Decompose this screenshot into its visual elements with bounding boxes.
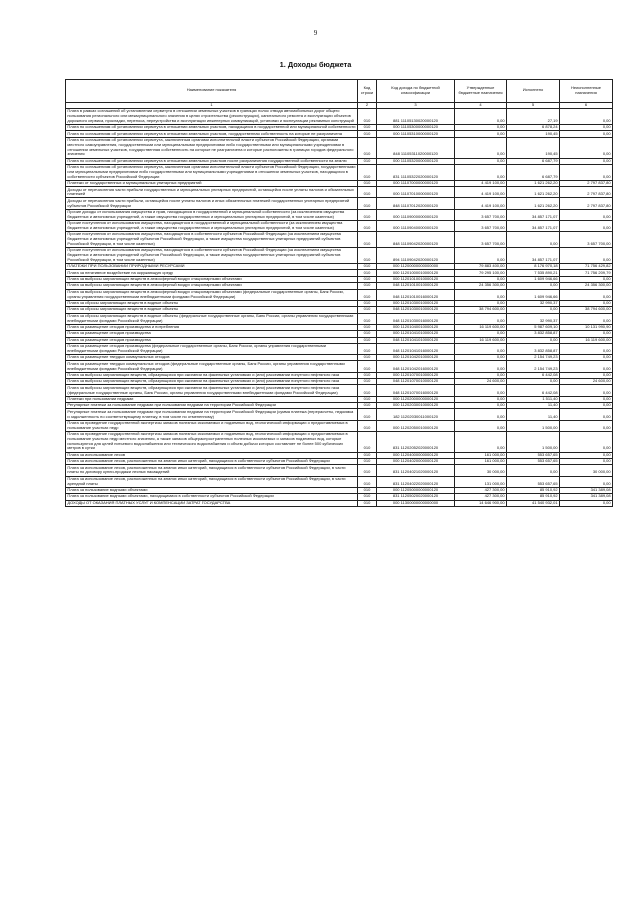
- row-line: 010: [358, 164, 377, 180]
- row-line: 010: [358, 372, 377, 378]
- row-executed: 190,45: [507, 131, 560, 137]
- table-row: [66, 465, 613, 476]
- row-code: 048 11201070016000120: [377, 385, 455, 396]
- row-name: Плата за выбросы загрязняющих веществ, образующихся при сжигании на факельных установках и (или) рассеивании попутного нефтяного газа: [66, 379, 358, 385]
- row-executed: 0,00: [507, 283, 560, 289]
- row-name: Прочие поступления от использования имущества, находящегося в собственности субъектов Российской Федерации (за исключением имущества бюджетных и автономных учреждений субъектов Российской Федерации, а также имущества государственных унитарных предприятий субъектов Российской Федерации, в том числе казенных): [66, 232, 358, 248]
- row-approved: 427 300,00: [455, 494, 507, 500]
- row-approved: 16 119 600,00: [455, 324, 507, 330]
- row-code: 000 11201040010000120: [377, 324, 455, 330]
- row-line: 010: [358, 209, 377, 220]
- row-approved: 0,00: [455, 158, 507, 164]
- row-approved: 0,00: [455, 372, 507, 378]
- row-unexecuted: 16 119 600,00: [560, 337, 613, 343]
- table-row: [66, 198, 613, 209]
- row-approved: 4 419 100,00: [455, 198, 507, 209]
- table-row: [66, 409, 613, 420]
- row-unexecuted: 0,00: [560, 248, 613, 264]
- row-approved: 0,00: [455, 131, 507, 137]
- row-approved: 0,00: [455, 420, 507, 431]
- column-number: 3: [377, 102, 455, 108]
- row-approved: 4 419 100,00: [455, 187, 507, 198]
- row-line: 010: [358, 158, 377, 164]
- row-line: 010: [358, 307, 377, 313]
- row-line: 010: [358, 289, 377, 300]
- row-name: Плата по соглашениям об установлении сервитута в отношении земельных участков, находящихся в государственной или муниципальной собственности: [67, 124, 356, 130]
- row-line: 010: [358, 403, 377, 409]
- row-approved: 0,00: [455, 385, 507, 396]
- row-name: Плата за пользование водными объектами, находящимися в собственности субъектов Российской Федерации: [66, 494, 358, 500]
- row-executed: 34 857 171,07: [507, 209, 560, 220]
- row-code: 000 11202000000000120: [377, 396, 455, 402]
- row-executed: 85 910,92: [507, 487, 560, 493]
- row-approved: 131 000,00: [455, 476, 507, 487]
- row-approved: 0,00: [455, 403, 507, 409]
- row-line: 010: [358, 232, 377, 248]
- row-unexecuted: 0,00: [560, 396, 613, 402]
- row-line: 010: [358, 264, 377, 270]
- row-code: 000 11201030010000120: [377, 300, 455, 306]
- row-line: 010: [358, 465, 377, 476]
- row-code: 000 11202030010000120: [377, 403, 455, 409]
- row-name: Плата за проведение государственной экспертизы запасов полезных ископаемых и подземных вод, геологической информации о предоставляемых в пользование участках недр: [66, 420, 358, 431]
- row-line: 010: [358, 452, 377, 458]
- row-approved: 0,00: [455, 137, 507, 158]
- row-approved: 0,00: [455, 124, 507, 130]
- row-code: 000 11201070010000120: [377, 372, 455, 378]
- row-approved: 3 657 700,00: [455, 220, 507, 231]
- row-approved: 0,00: [455, 396, 507, 402]
- row-code: 048 11201030010000120: [377, 307, 455, 313]
- row-unexecuted: 0,00: [560, 209, 613, 220]
- row-executed: 1 621 262,20: [507, 187, 560, 198]
- row-executed: 2 154 749,23: [507, 355, 560, 361]
- row-approved: 0,00: [455, 431, 507, 452]
- row-executed: 34 857 171,07: [507, 248, 560, 264]
- row-code: 000 11107010000000120: [377, 187, 455, 198]
- row-code: 000 11202050010000120: [377, 420, 455, 431]
- row-code: 894 11109042020000120: [377, 248, 455, 264]
- row-line: 010: [358, 458, 377, 464]
- row-name: Платежи при пользовании недрами: [66, 396, 358, 402]
- row-unexecuted: 3 657 700,00: [560, 232, 613, 248]
- row-unexecuted: 2 797 837,80: [560, 187, 613, 198]
- table-body: [66, 108, 613, 506]
- row-executed: 32 990,37: [507, 313, 560, 324]
- row-approved: 0,00: [455, 331, 507, 337]
- row-executed: 6 442,08: [507, 385, 560, 396]
- row-executed: 41 540 932,01: [507, 500, 560, 506]
- row-approved: 4 419 100,00: [455, 180, 507, 186]
- row-line: 010: [358, 198, 377, 209]
- row-unexecuted: 0,00: [560, 124, 613, 130]
- row-executed: 8 176 970,18: [507, 264, 560, 270]
- row-line: 010: [358, 137, 377, 158]
- row-approved: 427 300,00: [455, 487, 507, 493]
- row-name: Прочие доходы от использования имущества и прав, находящихся в государственной и муниципальной собственности (за исключением имущества бюджетных и автономных учреждений, а также имущества государственных и муниципальных унитарных предприятий, в том числе казенных): [66, 209, 358, 220]
- row-name: Плата по соглашениям об установлении сервитута в отношении земельных участков, государственная собственность на которые не разграничена: [66, 131, 358, 137]
- row-executed: 553 657,65: [507, 458, 560, 464]
- row-name: Плата за размещение твердых коммунальных отходов: [66, 355, 358, 361]
- row-unexecuted: 0,00: [560, 452, 613, 458]
- row-executed: 85 910,92: [507, 494, 560, 500]
- row-executed: 0,00: [507, 232, 560, 248]
- row-executed: 3 832 858,87: [507, 343, 560, 354]
- table-row: [66, 137, 613, 158]
- row-executed: 0,00: [507, 379, 560, 385]
- row-name: Плата в рамках соглашений об установлении сервитута в отношении земельных участков в границах полос отвода автомобильных дорог общего пользования регионального или межмуниципального значения в целях строительства (реконструкции), капитального ремонта и эксплуатации объектов дорожного сервиса, прокладки, переноса, переустройства и эксплуатации инженерных коммуникаций, установки и эксплуатации рекламных конструкций: [66, 108, 358, 124]
- row-unexecuted: 0,00: [560, 355, 613, 361]
- row-unexecuted: 0,00: [560, 300, 613, 306]
- row-name: Платежи от государственных и муниципальных унитарных предприятий: [66, 180, 358, 186]
- row-code: 881 11105130020000120: [377, 108, 455, 124]
- row-line: 010: [358, 131, 377, 137]
- row-line: 010: [358, 379, 377, 385]
- row-code: 000 11107000000000120: [377, 180, 455, 186]
- row-unexecuted: 0,00: [560, 458, 613, 464]
- row-line: 010: [358, 343, 377, 354]
- row-code: 000 11201010010000120: [377, 276, 455, 282]
- page-title: 1. Доходы бюджета: [279, 60, 352, 69]
- table-row: [66, 108, 613, 124]
- row-name: Плата за негативное воздействие на окружающую среду: [66, 270, 358, 276]
- row-unexecuted: 0,00: [560, 420, 613, 431]
- row-code: 000 11205000000000120: [377, 487, 455, 493]
- row-name: Плата за сбросы загрязняющих веществ в водные объекты: [66, 307, 358, 313]
- row-name: Прочие поступления от использования имущества, находящегося в государственной и муниципальной собственности (за исключением имущества бюджетных и автономных учреждений, а также имущества государственных и муниципальных унитарных предприятий, в том числе казенных): [66, 220, 358, 231]
- row-line: 010: [358, 494, 377, 500]
- row-unexecuted: 0,00: [560, 500, 613, 506]
- row-executed: 5 987 609,10: [507, 324, 560, 330]
- row-executed: 1 511,40: [507, 396, 560, 402]
- row-line: 010: [358, 300, 377, 306]
- budget-revenue-table: [65, 79, 613, 507]
- row-line: 010: [358, 361, 377, 372]
- header-line: Код строки: [358, 80, 377, 103]
- row-approved: 30 000,00: [455, 465, 507, 476]
- row-approved: 0,00: [455, 108, 507, 124]
- row-name: Плата за размещение твердых коммунальных отходов (федеральные государственные органы, Банк России, органы управления государственными внебюджетными фондами Российской Федерации): [66, 361, 358, 372]
- row-executed: 3 832 858,87: [507, 331, 560, 337]
- row-unexecuted: 0,00: [560, 431, 613, 452]
- row-line: 010: [358, 313, 377, 324]
- row-code: 048 11201041010000120: [377, 337, 455, 343]
- row-name: Плата за пользование водными объектами: [66, 487, 358, 493]
- row-unexecuted: 0,00: [560, 476, 613, 487]
- row-approved: 79 883 400,00: [455, 264, 507, 270]
- row-executed: 0,00: [507, 307, 560, 313]
- row-line: 010: [358, 431, 377, 452]
- row-executed: 32 990,37: [507, 300, 560, 306]
- row-unexecuted: 341 389,08: [560, 494, 613, 500]
- column-number: 2: [358, 102, 377, 108]
- row-code: 048 11201042016000120: [377, 361, 455, 372]
- row-unexecuted: 2 797 837,80: [560, 198, 613, 209]
- row-name: Плата за использование лесов: [66, 452, 358, 458]
- row-line: 010: [358, 108, 377, 124]
- row-code: 000 11109040000000120: [377, 220, 455, 231]
- row-executed: 34 857 171,07: [507, 220, 560, 231]
- row-approved: 161 000,00: [455, 452, 507, 458]
- row-name: Плата за выбросы загрязняющих веществ, образующихся при сжигании на факельных установках и (или) рассеивании попутного нефтяного газа: [66, 372, 358, 378]
- row-code: 000 11300000000000000: [377, 500, 455, 506]
- row-line: 010: [358, 187, 377, 198]
- table-row: [66, 361, 613, 372]
- row-name: Регулярные платежи за пользование недрами при пользовании недрами на территории Российской Федерации (сумма платежа (перерасчеты, недоимка и задолженность по соответствующему платежу, в том числе по отмененному): [66, 409, 358, 420]
- row-executed: 1 609 946,66: [507, 289, 560, 300]
- row-approved: 0,00: [455, 289, 507, 300]
- row-line: 010: [358, 276, 377, 282]
- row-name: Плата за сбросы загрязняющих веществ в водные объекты (федеральные государственные органы, Банк России, органы управления государственными внебюджетными фондами Российской Федерации): [66, 313, 358, 324]
- row-line: 010: [358, 337, 377, 343]
- row-name: Плата за размещение отходов производства: [66, 331, 358, 337]
- row-code: 048 11201010016000120: [377, 289, 455, 300]
- row-approved: 38 794 600,00: [455, 307, 507, 313]
- row-name: ПЛАТЕЖИ ПРИ ПОЛЬЗОВАНИИ ПРИРОДНЫМИ РЕСУРСАМИ: [66, 264, 358, 270]
- row-name: Плата по соглашениям об установлении сервитута, заключенным органами исполнительной власти субъектов Российской Федерации, государственными или муниципальными предприятиями либо государственными или муниципальными учреждениями в отношении земельных участков, находящихся в собственности субъектов Российской Федерации: [66, 164, 358, 180]
- row-name: Доходы от перечисления части прибыли, остающейся после уплаты налогов и иных обязательных платежей государственных унитарных предприятий субъектов Российской Федерации: [66, 198, 358, 209]
- row-code: 831 11205020020000120: [377, 494, 455, 500]
- row-unexecuted: 0,00: [560, 313, 613, 324]
- row-code: 048 11201030016000120: [377, 313, 455, 324]
- row-unexecuted: 10 131 990,90: [560, 324, 613, 330]
- row-approved: 14 646 900,00: [455, 500, 507, 506]
- row-executed: 1 500,00: [507, 420, 560, 431]
- row-approved: 0,00: [455, 313, 507, 324]
- row-approved: 3 657 700,00: [455, 209, 507, 220]
- row-unexecuted: 2 797 837,80: [560, 180, 613, 186]
- row-line: 010: [358, 220, 377, 231]
- row-name: Плата за выбросы загрязняющих веществ в атмосферный воздух стационарными объектами: [66, 276, 358, 282]
- row-executed: 553 657,65: [507, 452, 560, 458]
- row-name: Плата за использование лесов, расположенных на землях иных категорий, находящихся в собственности субъектов Российской Федерации, в части арендной платы: [66, 476, 358, 487]
- header-executed: Исполнено: [507, 80, 560, 103]
- row-executed: 2 154 749,23: [507, 361, 560, 372]
- row-line: 010: [358, 385, 377, 396]
- row-executed: 11,40: [507, 403, 560, 409]
- row-code: 000 11200000000000000: [377, 264, 455, 270]
- row-executed: 27,19: [507, 108, 560, 124]
- row-line: 010: [358, 124, 377, 130]
- header-approved: Утвержденные бюджетные назначения: [455, 80, 507, 103]
- row-line: 010: [358, 487, 377, 493]
- row-code: 000 11105310000000120: [377, 131, 455, 137]
- row-code: 182 11202030011000120: [377, 409, 455, 420]
- row-code: 831 11204022020000120: [377, 476, 455, 487]
- table-row: [66, 187, 613, 198]
- row-unexecuted: 38 794 600,00: [560, 307, 613, 313]
- row-code: 831 11204021020000120: [377, 465, 455, 476]
- row-line: 010: [358, 248, 377, 264]
- row-code: 000 11204020000000120: [377, 458, 455, 464]
- row-code: 848 11105311020000120: [377, 137, 455, 158]
- row-code: 000 11204000000000120: [377, 452, 455, 458]
- row-name: Плата за размещение отходов производства (федеральные государственные органы, Банк России, органы управления государственными внебюджетными фондами Российской Федерации): [66, 343, 358, 354]
- row-line: 010: [358, 355, 377, 361]
- row-line: 010: [358, 420, 377, 431]
- row-unexecuted: 0,00: [560, 409, 613, 420]
- row-unexecuted: 0,00: [560, 361, 613, 372]
- row-name: Плата за размещение отходов производства: [66, 337, 358, 343]
- row-line: 010: [358, 500, 377, 506]
- row-unexecuted: 0,00: [560, 331, 613, 337]
- row-unexecuted: 30 000,00: [560, 465, 613, 476]
- row-code: 000 11201041010000120: [377, 331, 455, 337]
- row-approved: 16 119 600,00: [455, 337, 507, 343]
- row-approved: 79 295 100,00: [455, 270, 507, 276]
- row-code: 831 11105322020000120: [377, 164, 455, 180]
- table-row: [66, 164, 613, 180]
- row-code: 831 11202052020000120: [377, 431, 455, 452]
- row-approved: 0,00: [455, 355, 507, 361]
- table-row: [66, 476, 613, 487]
- row-approved: 0,00: [455, 361, 507, 372]
- row-approved: 0,00: [455, 409, 507, 420]
- row-unexecuted: 24 356 300,00: [560, 283, 613, 289]
- row-unexecuted: 0,00: [560, 403, 613, 409]
- row-line: 010: [358, 331, 377, 337]
- row-code: 000 11201042010000120: [377, 355, 455, 361]
- row-name: Плата за проведение государственной экспертизы запасов полезных ископаемых и подземных вод, геологической информации о предоставляемых в пользование участках недр местного значения, а также запасов общераспространенных полезных ископаемых и запасов подземных вод, которые используются для целей питьевого водоснабжения или технического водоснабжения и объем добычи которых составляет не более 500 кубических метров в сутки: [66, 431, 358, 452]
- table-row: [66, 500, 613, 506]
- header-unexecuted: Неисполненные назначения: [560, 80, 613, 103]
- row-code: 048 11201010010000120: [377, 283, 455, 289]
- row-code: 000 11201000010000120: [377, 270, 455, 276]
- row-executed: 6 878,24: [507, 124, 560, 130]
- table-row: [66, 248, 613, 264]
- row-approved: 0,00: [455, 343, 507, 354]
- row-unexecuted: 0,00: [560, 164, 613, 180]
- row-unexecuted: 0,00: [560, 220, 613, 231]
- header-code: Код дохода по бюджетной классификации: [377, 80, 455, 103]
- table-header-row: [66, 80, 613, 103]
- row-approved: 3 657 700,00: [455, 232, 507, 248]
- row-code: 000 11105300000000120: [377, 124, 455, 130]
- row-name: Доходы от перечисления части прибыли государственных и муниципальных унитарных предприятий, остающейся после уплаты налогов и обязательных платежей: [66, 187, 358, 198]
- row-unexecuted: 0,00: [560, 158, 613, 164]
- row-executed: 0,00: [507, 337, 560, 343]
- row-unexecuted: 71 756 209,79: [560, 270, 613, 276]
- table-row: [66, 220, 613, 231]
- row-line: 010: [358, 396, 377, 402]
- table-row: [66, 313, 613, 324]
- row-unexecuted: 0,00: [560, 131, 613, 137]
- row-name: Плата за выбросы загрязняющих веществ, образующихся при сжигании на факельных установках и (или) рассеивании попутного нефтяного газа (федеральные государственные органы, Банк России, органы управления государственными внебюджетными фондами Российской Федерации): [66, 385, 358, 396]
- table-row: [66, 343, 613, 354]
- table-row: [66, 232, 613, 248]
- row-code: 000 11105320000000120: [377, 158, 455, 164]
- header-name: Наименование показателя: [66, 80, 358, 103]
- row-code: 848 11109042020000120: [377, 232, 455, 248]
- row-name: Прочие поступления от использования имущества, находящегося в собственности субъектов Российской Федерации (за исключением имущества бюджетных и автономных учреждений субъектов Российской Федерации, а также имущества государственных унитарных предприятий субъектов Российской Федерации, в том числе казенных): [66, 248, 358, 264]
- row-code: 048 11201070010000120: [377, 379, 455, 385]
- row-unexecuted: 71 756 429,82: [560, 264, 613, 270]
- row-name: Плата по соглашениям об установлении сервитута в отношении земельных участков после разграничения государственной собственности на землю: [66, 158, 358, 164]
- row-unexecuted: 0,00: [560, 372, 613, 378]
- row-executed: 11,40: [507, 409, 560, 420]
- column-number: 1: [66, 102, 358, 108]
- row-executed: 1 500,00: [507, 431, 560, 452]
- row-executed: 0,00: [507, 465, 560, 476]
- row-code: 848 11107012020000120: [377, 198, 455, 209]
- row-executed: 7 535 890,21: [507, 270, 560, 276]
- row-approved: 0,00: [455, 276, 507, 282]
- table-row: [66, 431, 613, 452]
- row-name: ДОХОДЫ ОТ ОКАЗАНИЯ ПЛАТНЫХ УСЛУГ И КОМПЕНСАЦИИ ЗАТРАТ ГОСУДАРСТВА: [66, 500, 358, 506]
- row-line: 010: [358, 180, 377, 186]
- table-row: [66, 420, 613, 431]
- row-approved: 0,00: [455, 164, 507, 180]
- row-executed: 6 687,79: [507, 164, 560, 180]
- row-name: Регулярные платежи за пользование недрами при пользовании недрами на территории Российской Федерации: [66, 403, 358, 409]
- column-number: 5: [507, 102, 560, 108]
- row-code: 048 11201041016000120: [377, 343, 455, 354]
- row-executed: 6 442,08: [507, 372, 560, 378]
- table-row: [66, 209, 613, 220]
- row-line: 010: [358, 476, 377, 487]
- table-row: [66, 385, 613, 396]
- row-unexecuted: 0,00: [560, 137, 613, 158]
- row-unexecuted: 0,00: [560, 108, 613, 124]
- row-executed: 1 621 262,20: [507, 198, 560, 209]
- row-unexecuted: 0,00: [560, 276, 613, 282]
- column-number: 6: [560, 102, 613, 108]
- row-code: 000 11109000000000120: [377, 209, 455, 220]
- row-name: Плата за размещение отходов производства и потребления: [66, 324, 358, 330]
- row-executed: 6 687,79: [507, 158, 560, 164]
- row-unexecuted: 24 600,00: [560, 379, 613, 385]
- row-unexecuted: 0,00: [560, 385, 613, 396]
- row-name: Плата по соглашениям об установлении сервитута, заключенным органами исполнительной власти субъектов Российской Федерации, органами местного самоуправления, государственными или муниципальными предприятиями либо государственными или муниципальными учреждениями в отношении земельных участков, государственная собственность на которые не разграничена и которые расположены в границах городов федерального значения: [66, 137, 358, 158]
- row-approved: 24 356 300,00: [455, 283, 507, 289]
- table-row: [66, 289, 613, 300]
- row-name: Плата за выбросы загрязняющих веществ в атмосферный воздух стационарными объектами: [66, 283, 358, 289]
- row-name: Плата за использование лесов, расположенных на землях иных категорий, находящихся в собственности субъектов Российской Федерации, в части платы по договору купли-продажи лесных насаждений: [66, 465, 358, 476]
- row-executed: 1 609 946,66: [507, 276, 560, 282]
- row-executed: 1 621 262,20: [507, 180, 560, 186]
- row-unexecuted: 0,00: [560, 289, 613, 300]
- row-unexecuted: 341 389,08: [560, 487, 613, 493]
- row-name: Плата за сбросы загрязняющих веществ в водные объекты: [66, 300, 358, 306]
- row-approved: 0,00: [455, 300, 507, 306]
- row-executed: 190,45: [507, 137, 560, 158]
- row-approved: 161 000,00: [455, 458, 507, 464]
- row-name: Плата за выбросы загрязняющих веществ в атмосферный воздух стационарными объектами (федеральные государственные органы, Банк России, органы управления государственными внебюджетными фондами Российской Федерации): [66, 289, 358, 300]
- column-number: 4: [455, 102, 507, 108]
- row-line: 010: [358, 409, 377, 420]
- row-approved: 24 600,00: [455, 379, 507, 385]
- row-line: 010: [358, 283, 377, 289]
- row-unexecuted: 0,00: [560, 343, 613, 354]
- row-name: Плата за использование лесов, расположенных на землях иных категорий, находящихся в собственности субъектов Российской Федерации: [66, 458, 358, 464]
- page-number: 9: [313, 29, 318, 37]
- row-approved: 0,00: [455, 248, 507, 264]
- row-line: 010: [358, 324, 377, 330]
- row-executed: 553 657,65: [507, 476, 560, 487]
- row-line: 010: [358, 270, 377, 276]
